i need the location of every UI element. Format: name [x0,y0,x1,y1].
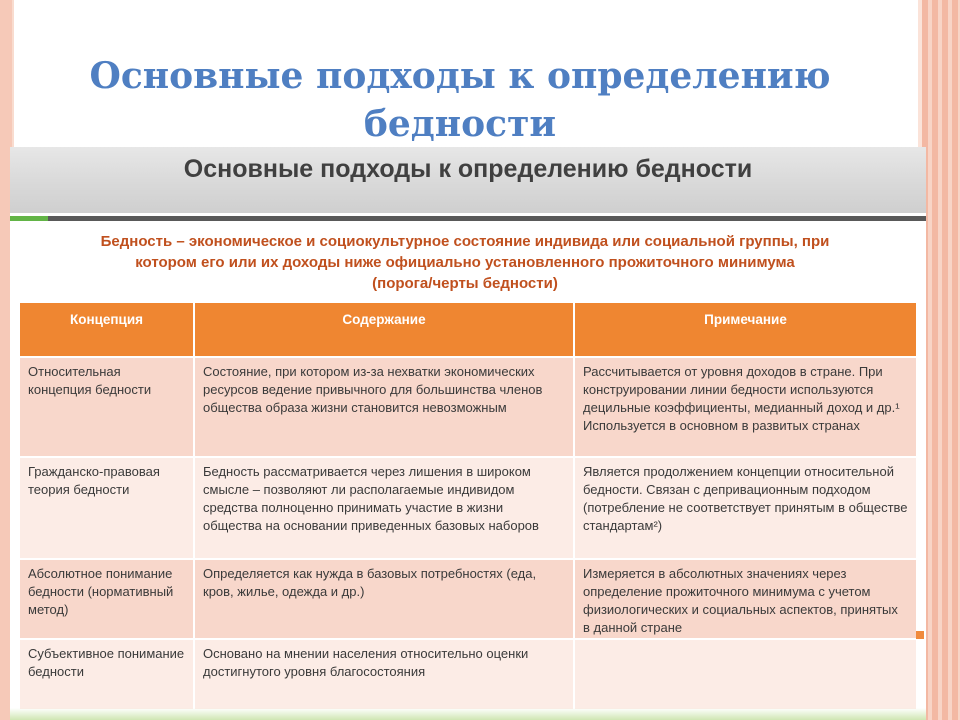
header-rule-dark [48,216,926,221]
cell-content: Бедность рассматривается через лишения в широком смысле – позволяют ли располагаемые индивидом средства полноценно принимать участие в жизни общества на основании приведенных базовых наборов [194,457,574,559]
definition-line-2: котором его или их доходы ниже официально установленного прожиточного минимума [135,254,795,271]
cell-concept: Субъективное понимание бедности [20,639,194,709]
embedded-picture [10,147,926,720]
slide-frame-right [922,0,960,720]
accent-mark [916,631,924,639]
cell-note: Рассчитывается от уровня доходов в стране. При конструировании линии бедности используются децильные коэффициенты, медианный доход и др.¹ Используется в основном в развитых странах [574,357,917,457]
header-note: Примечание [574,303,917,357]
poverty-definition [20,231,910,294]
cell-concept: Абсолютное понимание бедности (нормативный метод) [20,559,194,639]
header-content: Содержание [194,303,574,357]
table-row [20,357,917,457]
header-rule-green [10,216,48,221]
picture-header-title: Основные подходы к определению бедности [183,155,753,183]
definition-line-3: (порога/черты бедности) [372,275,558,292]
slide-title-line-2: бедности [363,103,557,145]
cell-note: Является продолжением концепции относительной бедности. Связан с депривационным подходом (потребление не соответствует принятым в обществе стандартам²) [574,457,917,559]
definition-line-1: Бедность – экономическое и социокультурное состояние индивида или социальной группы, при [100,233,830,250]
cell-note [574,639,917,709]
slide-title [20,52,900,148]
slide-title-line-1: Основные подходы к определению [89,55,831,97]
approaches-table [20,303,918,709]
grass-decoration [10,708,926,720]
cell-concept: Гражданско-правовая теория бедности [20,457,194,559]
header-concept: Концепция [20,303,194,357]
picture-header [10,147,926,213]
cell-note: Измеряется в абсолютных значениях через определение прожиточного минимума с учетом физиологических и социальных аспектов, принятых в данной стране [574,559,917,639]
table-header-row [20,303,917,357]
cell-content: Основано на мнении населения относительно оценки достигнутого уровня благосостояния [194,639,574,709]
table-row [20,457,917,559]
cell-content: Состояние, при котором из-за нехватки экономических ресурсов ведение привычного для большинства членов общества образа жизни становится невозможным [194,357,574,457]
cell-content: Определяется как нужда в базовых потребностях (еда, кров, жилье, одежда и др.) [194,559,574,639]
cell-concept: Относительная концепция бедности [20,357,194,457]
table-row [20,559,917,639]
table-row [20,639,917,709]
